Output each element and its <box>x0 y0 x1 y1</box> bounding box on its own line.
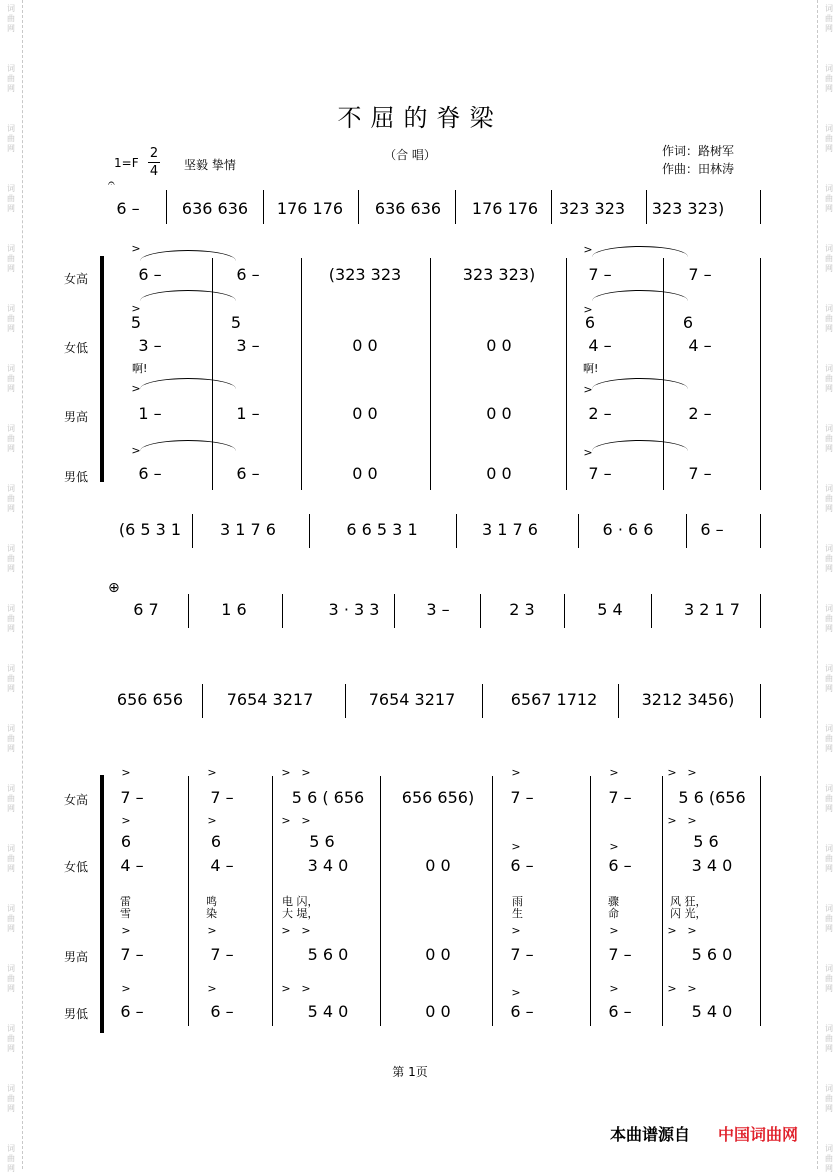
alto-upper-note: 6 <box>210 832 222 851</box>
soprano-measure: 6 – <box>236 265 260 284</box>
bar-line <box>202 684 203 718</box>
bass-measure: 6 – <box>120 1002 144 1021</box>
slur <box>592 440 688 451</box>
accent-mark: > <box>207 924 217 937</box>
accent-mark: > <box>687 924 697 937</box>
bar-line <box>760 684 761 718</box>
lyric-line-2: 雪 <box>120 907 131 920</box>
accent-mark: > <box>609 924 619 937</box>
watermark-text: 词 曲 网 <box>7 1024 15 1053</box>
watermark-text: 词 曲 网 <box>7 4 15 33</box>
measure: 6 – <box>116 199 140 218</box>
tenor-measure: 0 0 <box>425 945 451 964</box>
bar-line <box>578 514 579 548</box>
time-signature <box>148 146 160 179</box>
accent-mark: > <box>301 924 311 937</box>
soprano-measure: (323 323 <box>328 265 402 284</box>
bar-line <box>430 258 431 490</box>
bar-line <box>760 514 761 548</box>
lyric-line-1: 雷 <box>120 895 131 908</box>
tenor-measure: 0 0 <box>352 404 378 423</box>
subtitle: （合 唱） <box>384 148 436 162</box>
accent-mark: > <box>281 766 291 779</box>
lyric-line-2: 生 <box>512 907 523 920</box>
soprano-measure: 6 – <box>138 265 162 284</box>
accent-mark: > <box>583 446 593 459</box>
measure: 176 176 <box>276 199 344 218</box>
measure: 7654 3217 <box>368 690 456 709</box>
slur <box>592 290 688 301</box>
system2-brace <box>100 775 104 1033</box>
bass-measure: 6 – <box>608 1002 632 1021</box>
bar-line <box>760 776 761 1026</box>
watermark-text: 词 曲 网 <box>7 544 15 573</box>
label-soprano-2: 女高 <box>64 793 89 807</box>
measure: 6 – <box>700 520 724 539</box>
alto-measure: 3 4 0 <box>307 856 349 875</box>
measure: 6 7 <box>133 600 159 619</box>
watermark-text: 词 曲 网 <box>7 64 15 93</box>
soprano-measure: 7 – <box>688 265 712 284</box>
soprano-measure: 7 – <box>608 788 632 807</box>
page-title: 不屈的脊梁 <box>337 104 503 132</box>
watermark-text: 词 曲 网 <box>825 424 833 453</box>
bar-line <box>358 190 359 224</box>
fermata-icon: 𝄐 <box>108 176 115 190</box>
watermark-text: 词 曲 网 <box>825 1024 833 1053</box>
watermark-text: 词 曲 网 <box>825 304 833 333</box>
accent-mark: > <box>687 814 697 827</box>
system1-brace <box>100 256 104 482</box>
tenor-measure: 7 – <box>510 945 534 964</box>
accent-mark: > <box>301 766 311 779</box>
accent-mark: > <box>667 924 677 937</box>
bar-line <box>282 594 283 628</box>
measure: (6 5 3 1 <box>118 520 182 539</box>
bar-line <box>188 776 189 1026</box>
bar-line <box>590 776 591 1026</box>
watermark-text: 词 曲 网 <box>825 724 833 753</box>
slur <box>140 378 236 389</box>
page-number: 第 1页 <box>392 1065 428 1079</box>
bar-line <box>651 594 652 628</box>
watermark-text: 词 曲 网 <box>7 844 15 873</box>
bar-line <box>263 190 264 224</box>
alto-upper-note: 6 <box>120 832 132 851</box>
alto-measure: 0 0 <box>486 336 512 355</box>
watermark-text: 词 曲 网 <box>7 784 15 813</box>
measure: 1 6 <box>221 600 247 619</box>
accent-mark: > <box>131 242 141 255</box>
watermark-text: 词 曲 网 <box>825 64 833 93</box>
lyric-line-2: 大 堤， <box>282 907 319 920</box>
bar-line <box>301 258 302 490</box>
alto-measure: 6 – <box>510 856 534 875</box>
accent-mark: > <box>281 982 291 995</box>
bar-line <box>192 514 193 548</box>
time-top: 2 <box>149 146 159 161</box>
accent-mark: > <box>511 766 521 779</box>
lyric-line-2: 闪 光， <box>670 907 707 920</box>
label-soprano: 女高 <box>64 272 89 286</box>
slur <box>140 290 236 301</box>
bar-line <box>482 684 483 718</box>
bass-measure: 0 0 <box>352 464 378 483</box>
accent-mark: > <box>511 924 521 937</box>
watermark-text: 词 曲 网 <box>825 1084 833 1113</box>
lyric-line-1: 骤 <box>608 895 619 908</box>
measure: 3 – <box>426 600 450 619</box>
accent-mark: > <box>583 383 593 396</box>
bar-line <box>646 190 647 224</box>
accent-mark: > <box>609 766 619 779</box>
watermark-text: 词 曲 网 <box>7 304 15 333</box>
alto-measure: 0 0 <box>352 336 378 355</box>
watermark-text: 词 曲 网 <box>825 544 833 573</box>
slur <box>140 440 236 451</box>
bar-line <box>492 776 493 1026</box>
tenor-measure: 1 – <box>236 404 260 423</box>
composer: 作曲：田林涛 <box>662 162 735 176</box>
measure: 5 4 <box>597 600 623 619</box>
bar-line <box>380 776 381 1026</box>
label-tenor-2: 男高 <box>64 950 89 964</box>
coda-icon: ⊕ <box>108 580 120 596</box>
accent-mark: > <box>687 982 697 995</box>
bass-measure: 5 4 0 <box>691 1002 733 1021</box>
accent-mark: > <box>609 840 619 853</box>
alto-upper-note: 5 6 <box>693 832 719 851</box>
accent-mark: > <box>207 982 217 995</box>
measure: 323 323 <box>558 199 626 218</box>
accent-mark: > <box>131 444 141 457</box>
alto-upper-note: 6 <box>682 313 694 332</box>
lyric-line-2: 命 <box>608 907 619 920</box>
source-label: 本曲谱源自 <box>610 1125 691 1144</box>
lyricist: 作词：路树军 <box>662 144 735 158</box>
watermark-text: 词 曲 网 <box>825 124 833 153</box>
bar-line <box>456 514 457 548</box>
tenor-measure: 7 – <box>210 945 234 964</box>
bar-line <box>564 594 565 628</box>
soprano-measure: 5 6 (656 <box>678 788 746 807</box>
watermark-text: 词 曲 网 <box>825 604 833 633</box>
bar-line <box>272 776 273 1026</box>
watermark-text: 词 曲 网 <box>7 184 15 213</box>
watermark-text: 词 曲 网 <box>825 904 833 933</box>
measure: 6 6 5 3 1 <box>346 520 418 539</box>
bass-measure: 6 – <box>210 1002 234 1021</box>
measure: 3 1 7 6 <box>220 520 276 539</box>
slur <box>140 250 236 261</box>
accent-mark: > <box>667 814 677 827</box>
accent-mark: > <box>687 766 697 779</box>
bar-line <box>662 776 663 1026</box>
accent-mark: > <box>131 302 141 315</box>
watermark-text: 词 曲 网 <box>7 664 15 693</box>
tenor-measure: 5 6 0 <box>307 945 349 964</box>
measure: 6567 1712 <box>510 690 598 709</box>
bar-line <box>551 190 552 224</box>
alto-upper-note: 5 <box>130 313 142 332</box>
accent-mark: > <box>667 766 677 779</box>
measure: 323 323) <box>651 199 725 218</box>
lyric-a: 啊! <box>132 362 148 375</box>
alto-measure: 4 – <box>210 856 234 875</box>
tenor-measure: 7 – <box>608 945 632 964</box>
label-bass: 男低 <box>64 470 89 484</box>
bar-line <box>394 594 395 628</box>
watermark-text: 词 曲 网 <box>7 364 15 393</box>
bar-line <box>309 514 310 548</box>
alto-measure: 3 – <box>138 336 162 355</box>
measure: 6 · 6 6 <box>602 520 654 539</box>
accent-mark: > <box>207 814 217 827</box>
watermark-text: 词 曲 网 <box>825 4 833 33</box>
alto-measure: 3 4 0 <box>691 856 733 875</box>
bar-line <box>345 684 346 718</box>
bar-line <box>566 258 567 490</box>
alto-upper-note: 6 <box>584 313 596 332</box>
watermark-text: 词 曲 网 <box>7 424 15 453</box>
alto-measure: 4 – <box>588 336 612 355</box>
accent-mark: > <box>121 814 131 827</box>
lyric-b: 啊! <box>583 362 599 375</box>
lyric-line-1: 风 狂， <box>670 895 707 908</box>
bar-line <box>760 190 761 224</box>
alto-measure: 6 – <box>608 856 632 875</box>
measure: 3 · 3 3 <box>328 600 380 619</box>
time-bottom: 4 <box>149 164 159 179</box>
alto-measure: 4 – <box>688 336 712 355</box>
soprano-measure: 7 – <box>210 788 234 807</box>
watermark-text: 词 曲 网 <box>825 964 833 993</box>
watermark-text: 词 曲 网 <box>7 724 15 753</box>
accent-mark: > <box>281 814 291 827</box>
bar-line <box>760 258 761 490</box>
measure: 7654 3217 <box>226 690 314 709</box>
soprano-measure: 7 – <box>510 788 534 807</box>
bar-line <box>618 684 619 718</box>
alto-upper-note: 5 6 <box>309 832 335 851</box>
tenor-measure: 7 – <box>120 945 144 964</box>
bar-line <box>166 190 167 224</box>
bar-line <box>188 594 189 628</box>
tenor-measure: 1 – <box>138 404 162 423</box>
measure: 3 2 1 7 <box>684 600 740 619</box>
soprano-measure: 7 – <box>588 265 612 284</box>
watermark-text: 词 曲 网 <box>825 784 833 813</box>
accent-mark: > <box>281 924 291 937</box>
bass-measure: 7 – <box>688 464 712 483</box>
accent-mark: > <box>121 766 131 779</box>
lyric-line-1: 雨 <box>512 895 523 908</box>
measure: 176 176 <box>471 199 539 218</box>
accent-mark: > <box>511 840 521 853</box>
watermark-text: 词 曲 网 <box>825 484 833 513</box>
slur <box>592 246 688 257</box>
slur <box>592 378 688 389</box>
watermark-text: 词 曲 网 <box>825 184 833 213</box>
accent-mark: > <box>121 924 131 937</box>
accent-mark: > <box>131 382 141 395</box>
tenor-measure: 2 – <box>688 404 712 423</box>
accent-mark: > <box>609 982 619 995</box>
bass-measure: 6 – <box>138 464 162 483</box>
measure: 3 1 7 6 <box>482 520 538 539</box>
watermark-text: 词 曲 网 <box>7 604 15 633</box>
measure: 636 636 <box>374 199 442 218</box>
source-site-link[interactable]: 中国词曲网 <box>718 1125 799 1144</box>
measure: 2 3 <box>509 600 535 619</box>
soprano-measure: 323 323) <box>462 265 536 284</box>
lyric-line-2: 染 <box>206 907 217 920</box>
alto-measure: 3 – <box>236 336 260 355</box>
watermark-text: 词 曲 网 <box>825 844 833 873</box>
tempo-mood: 坚毅 挚情 <box>184 158 236 172</box>
label-tenor: 男高 <box>64 410 89 424</box>
bass-measure: 6 – <box>510 1002 534 1021</box>
label-alto-2: 女低 <box>64 860 89 874</box>
accent-mark: > <box>511 986 521 999</box>
lyric-line-1: 鸣 <box>206 895 217 908</box>
watermark-text: 词 曲 网 <box>825 1144 833 1173</box>
bass-measure: 0 0 <box>425 1002 451 1021</box>
key-signature: 1=F <box>114 156 139 170</box>
watermark-text: 词 曲 网 <box>7 964 15 993</box>
watermark-text: 词 曲 网 <box>7 484 15 513</box>
label-bass-2: 男低 <box>64 1007 89 1021</box>
accent-mark: > <box>583 303 593 316</box>
bar-line <box>455 190 456 224</box>
measure: 656 656 <box>116 690 184 709</box>
label-alto: 女低 <box>64 341 89 355</box>
bar-line <box>760 594 761 628</box>
bass-measure: 6 – <box>236 464 260 483</box>
watermark-text: 词 曲 网 <box>7 244 15 273</box>
soprano-measure: 5 6 ( 656 <box>291 788 365 807</box>
alto-measure: 0 0 <box>425 856 451 875</box>
accent-mark: > <box>207 766 217 779</box>
watermark-text: 词 曲 网 <box>7 1084 15 1113</box>
watermark-text: 词 曲 网 <box>7 124 15 153</box>
measure: 636 636 <box>181 199 249 218</box>
soprano-measure: 656 656) <box>401 788 475 807</box>
bar-line <box>686 514 687 548</box>
alto-upper-note: 5 <box>230 313 242 332</box>
measure: 3212 3456) <box>641 690 735 709</box>
bar-line <box>480 594 481 628</box>
bass-measure: 5 4 0 <box>307 1002 349 1021</box>
soprano-measure: 7 – <box>120 788 144 807</box>
bass-measure: 7 – <box>588 464 612 483</box>
accent-mark: > <box>583 243 593 256</box>
tenor-measure: 5 6 0 <box>691 945 733 964</box>
accent-mark: > <box>667 982 677 995</box>
watermark-text: 词 曲 网 <box>825 364 833 393</box>
tenor-measure: 2 – <box>588 404 612 423</box>
time-line <box>148 162 160 163</box>
bass-measure: 0 0 <box>486 464 512 483</box>
watermark-text: 词 曲 网 <box>825 244 833 273</box>
accent-mark: > <box>121 982 131 995</box>
accent-mark: > <box>301 982 311 995</box>
accent-mark: > <box>301 814 311 827</box>
lyric-line-1: 电 闪， <box>282 895 319 908</box>
watermark-text: 词 曲 网 <box>7 1144 15 1173</box>
watermark-text: 词 曲 网 <box>7 904 15 933</box>
tenor-measure: 0 0 <box>486 404 512 423</box>
alto-measure: 4 – <box>120 856 144 875</box>
watermark-text: 词 曲 网 <box>825 664 833 693</box>
